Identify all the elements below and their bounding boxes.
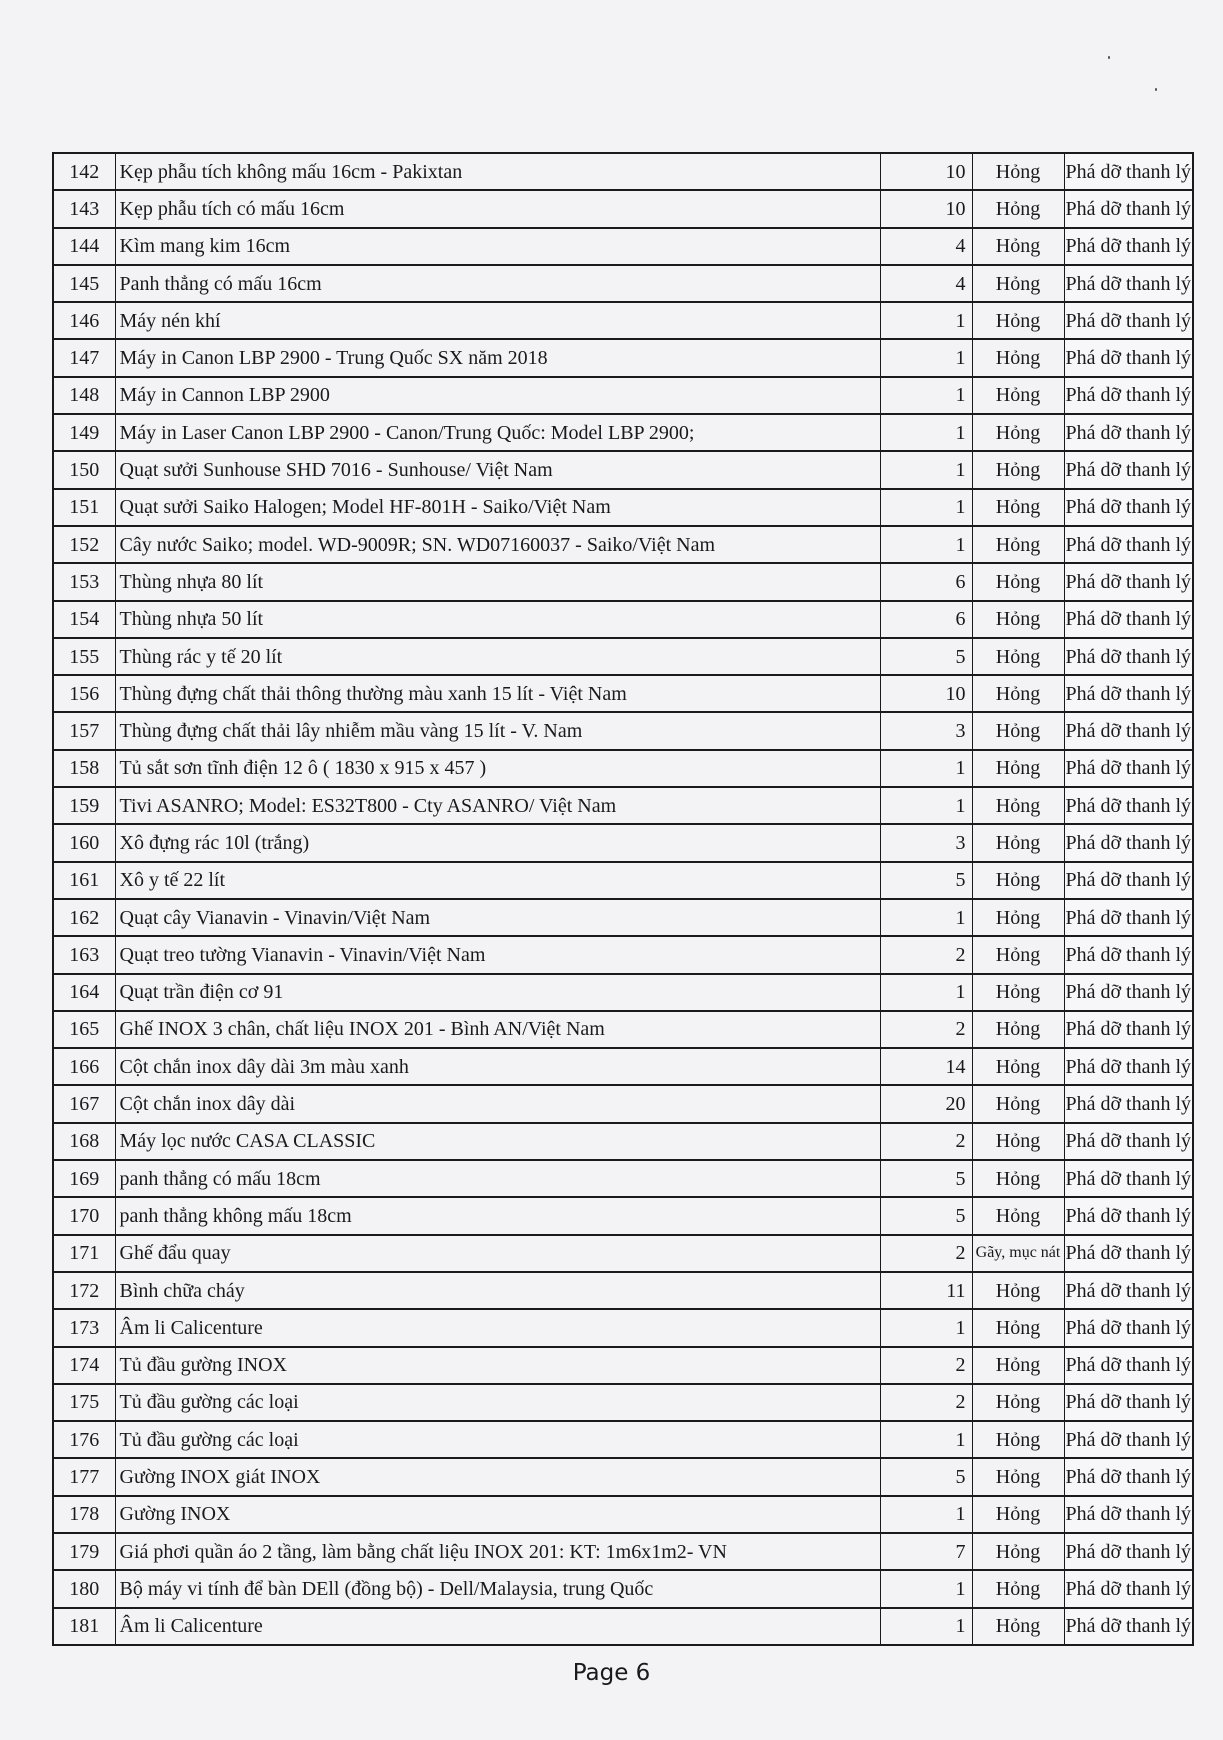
item-quantity: 3 bbox=[880, 712, 972, 749]
table-row bbox=[53, 1197, 1193, 1234]
row-number: 169 bbox=[53, 1160, 115, 1197]
item-quantity: 6 bbox=[880, 601, 972, 638]
page-number: Page 6 bbox=[572, 1660, 651, 1686]
item-quantity: 2 bbox=[880, 1123, 972, 1160]
item-action: Phá dỡ thanh lý bbox=[1064, 190, 1193, 227]
item-quantity: 5 bbox=[880, 1160, 972, 1197]
table-row bbox=[53, 1011, 1193, 1048]
item-name: Tủ đầu gường INOX bbox=[115, 1347, 880, 1384]
item-action: Phá dỡ thanh lý bbox=[1064, 1011, 1193, 1048]
item-action: Phá dỡ thanh lý bbox=[1064, 862, 1193, 899]
table-row bbox=[53, 190, 1193, 227]
row-number: 142 bbox=[53, 153, 115, 190]
table-row bbox=[53, 1384, 1193, 1421]
row-number: 158 bbox=[53, 750, 115, 787]
scan-speck bbox=[1155, 88, 1157, 91]
table-row bbox=[53, 824, 1193, 861]
row-number: 161 bbox=[53, 862, 115, 899]
row-number: 146 bbox=[53, 302, 115, 339]
row-number: 143 bbox=[53, 190, 115, 227]
table-row bbox=[53, 414, 1193, 451]
item-status: Hỏng bbox=[972, 824, 1064, 861]
item-name: Tivi ASANRO; Model: ES32T800 - Cty ASANRO/ Việt Nam bbox=[115, 787, 880, 824]
item-action: Phá dỡ thanh lý bbox=[1064, 1272, 1193, 1309]
table-row bbox=[53, 377, 1193, 414]
row-number: 152 bbox=[53, 526, 115, 563]
item-quantity: 2 bbox=[880, 1235, 972, 1272]
item-name: panh thẳng có mấu 18cm bbox=[115, 1160, 880, 1197]
table-row bbox=[53, 1048, 1193, 1085]
item-status: Hỏng bbox=[972, 1608, 1064, 1645]
item-name: Ghế đẩu quay bbox=[115, 1235, 880, 1272]
item-action: Phá dỡ thanh lý bbox=[1064, 377, 1193, 414]
item-status: Hỏng bbox=[972, 1048, 1064, 1085]
item-action: Phá dỡ thanh lý bbox=[1064, 936, 1193, 973]
item-status: Hỏng bbox=[972, 265, 1064, 302]
table-row bbox=[53, 1496, 1193, 1533]
item-quantity: 2 bbox=[880, 1011, 972, 1048]
item-quantity: 1 bbox=[880, 750, 972, 787]
item-status: Hỏng bbox=[972, 899, 1064, 936]
item-quantity: 1 bbox=[880, 1496, 972, 1533]
row-number: 180 bbox=[53, 1570, 115, 1607]
item-name: Thùng rác y tế 20 lít bbox=[115, 638, 880, 675]
item-quantity: 1 bbox=[880, 414, 972, 451]
item-action: Phá dỡ thanh lý bbox=[1064, 526, 1193, 563]
item-quantity: 5 bbox=[880, 1197, 972, 1234]
item-action: Phá dỡ thanh lý bbox=[1064, 601, 1193, 638]
item-quantity: 1 bbox=[880, 339, 972, 376]
item-action: Phá dỡ thanh lý bbox=[1064, 824, 1193, 861]
table-row bbox=[53, 1272, 1193, 1309]
item-name: Thùng nhựa 80 lít bbox=[115, 563, 880, 600]
item-quantity: 2 bbox=[880, 1347, 972, 1384]
item-action: Phá dỡ thanh lý bbox=[1064, 750, 1193, 787]
table-row bbox=[53, 451, 1193, 488]
row-number: 153 bbox=[53, 563, 115, 600]
table-row bbox=[53, 153, 1193, 190]
item-status: Gãy, mục nát bbox=[972, 1235, 1064, 1272]
row-number: 150 bbox=[53, 451, 115, 488]
item-quantity: 10 bbox=[880, 190, 972, 227]
item-action: Phá dỡ thanh lý bbox=[1064, 451, 1193, 488]
item-name: Máy lọc nước CASA CLASSIC bbox=[115, 1123, 880, 1160]
item-status: Hỏng bbox=[972, 339, 1064, 376]
table-row bbox=[53, 1123, 1193, 1160]
item-status: Hỏng bbox=[972, 526, 1064, 563]
item-quantity: 11 bbox=[880, 1272, 972, 1309]
item-status: Hỏng bbox=[972, 1533, 1064, 1570]
item-action: Phá dỡ thanh lý bbox=[1064, 1309, 1193, 1346]
item-action: Phá dỡ thanh lý bbox=[1064, 1235, 1193, 1272]
row-number: 167 bbox=[53, 1085, 115, 1122]
table-row bbox=[53, 601, 1193, 638]
item-action: Phá dỡ thanh lý bbox=[1064, 1458, 1193, 1495]
item-action: Phá dỡ thanh lý bbox=[1064, 1496, 1193, 1533]
item-status: Hỏng bbox=[972, 787, 1064, 824]
item-action: Phá dỡ thanh lý bbox=[1064, 228, 1193, 265]
item-status: Hỏng bbox=[972, 974, 1064, 1011]
item-name: Máy in Canon LBP 2900 - Trung Quốc SX năm 2018 bbox=[115, 339, 880, 376]
item-status: Hỏng bbox=[972, 228, 1064, 265]
item-name: Cây nước Saiko; model. WD-9009R; SN. WD07160037 - Saiko/Việt Nam bbox=[115, 526, 880, 563]
item-name: Bình chữa cháy bbox=[115, 1272, 880, 1309]
table-row bbox=[53, 228, 1193, 265]
item-action: Phá dỡ thanh lý bbox=[1064, 153, 1193, 190]
item-action: Phá dỡ thanh lý bbox=[1064, 1197, 1193, 1234]
item-name: Âm li Calicenture bbox=[115, 1608, 880, 1645]
row-number: 175 bbox=[53, 1384, 115, 1421]
inventory-table bbox=[52, 152, 1194, 1646]
item-status: Hỏng bbox=[972, 1085, 1064, 1122]
table-row bbox=[53, 563, 1193, 600]
item-quantity: 10 bbox=[880, 675, 972, 712]
item-action: Phá dỡ thanh lý bbox=[1064, 1608, 1193, 1645]
item-name: Ghế INOX 3 chân, chất liệu INOX 201 - Bình AN/Việt Nam bbox=[115, 1011, 880, 1048]
item-name: Tủ sắt sơn tĩnh điện 12 ô ( 1830 x 915 x 457 ) bbox=[115, 750, 880, 787]
item-quantity: 1 bbox=[880, 1570, 972, 1607]
item-action: Phá dỡ thanh lý bbox=[1064, 414, 1193, 451]
row-number: 151 bbox=[53, 489, 115, 526]
item-action: Phá dỡ thanh lý bbox=[1064, 1048, 1193, 1085]
item-status: Hỏng bbox=[972, 190, 1064, 227]
table-row bbox=[53, 675, 1193, 712]
row-number: 176 bbox=[53, 1421, 115, 1458]
item-name: Quạt sưởi Sunhouse SHD 7016 - Sunhouse/ Việt Nam bbox=[115, 451, 880, 488]
table-row bbox=[53, 974, 1193, 1011]
row-number: 178 bbox=[53, 1496, 115, 1533]
row-number: 168 bbox=[53, 1123, 115, 1160]
item-status: Hỏng bbox=[972, 1160, 1064, 1197]
item-status: Hỏng bbox=[972, 1123, 1064, 1160]
item-name: Máy in Cannon LBP 2900 bbox=[115, 377, 880, 414]
item-quantity: 5 bbox=[880, 862, 972, 899]
table-row bbox=[53, 1235, 1193, 1272]
item-status: Hỏng bbox=[972, 1011, 1064, 1048]
item-name: Máy in Laser Canon LBP 2900 - Canon/Trung Quốc: Model LBP 2900; bbox=[115, 414, 880, 451]
item-status: Hỏng bbox=[972, 489, 1064, 526]
item-quantity: 7 bbox=[880, 1533, 972, 1570]
table-row bbox=[53, 339, 1193, 376]
table-row bbox=[53, 936, 1193, 973]
item-action: Phá dỡ thanh lý bbox=[1064, 302, 1193, 339]
item-status: Hỏng bbox=[972, 1421, 1064, 1458]
scan-speck bbox=[1108, 56, 1110, 59]
item-quantity: 3 bbox=[880, 824, 972, 861]
item-quantity: 10 bbox=[880, 153, 972, 190]
row-number: 162 bbox=[53, 899, 115, 936]
item-quantity: 2 bbox=[880, 1384, 972, 1421]
row-number: 170 bbox=[53, 1197, 115, 1234]
row-number: 148 bbox=[53, 377, 115, 414]
item-action: Phá dỡ thanh lý bbox=[1064, 1085, 1193, 1122]
item-status: Hỏng bbox=[972, 675, 1064, 712]
table-row bbox=[53, 1309, 1193, 1346]
item-status: Hỏng bbox=[972, 1496, 1064, 1533]
item-action: Phá dỡ thanh lý bbox=[1064, 339, 1193, 376]
item-name: Gường INOX bbox=[115, 1496, 880, 1533]
item-name: Quạt sưởi Saiko Halogen; Model HF-801H - Saiko/Việt Nam bbox=[115, 489, 880, 526]
item-name: Xô đựng rác 10l (trắng) bbox=[115, 824, 880, 861]
item-action: Phá dỡ thanh lý bbox=[1064, 1384, 1193, 1421]
item-name: Tủ đầu gường các loại bbox=[115, 1421, 880, 1458]
item-status: Hỏng bbox=[972, 1197, 1064, 1234]
item-name: Xô y tế 22 lít bbox=[115, 862, 880, 899]
item-name: Cột chắn inox dây dài 3m màu xanh bbox=[115, 1048, 880, 1085]
item-quantity: 1 bbox=[880, 1309, 972, 1346]
item-quantity: 5 bbox=[880, 638, 972, 675]
row-number: 172 bbox=[53, 1272, 115, 1309]
inventory-sheet bbox=[52, 152, 1192, 1646]
item-status: Hỏng bbox=[972, 712, 1064, 749]
table-row bbox=[53, 1347, 1193, 1384]
item-name: Âm li Calicenture bbox=[115, 1309, 880, 1346]
row-number: 174 bbox=[53, 1347, 115, 1384]
item-name: Giá phơi quần áo 2 tầng, làm bằng chất liệu INOX 201: KT: 1m6x1m2- VN bbox=[115, 1533, 880, 1570]
item-quantity: 6 bbox=[880, 563, 972, 600]
item-status: Hỏng bbox=[972, 1458, 1064, 1495]
item-name: Bộ máy vi tính để bàn DEll (đồng bộ) - Dell/Malaysia, trung Quốc bbox=[115, 1570, 880, 1607]
row-number: 160 bbox=[53, 824, 115, 861]
row-number: 147 bbox=[53, 339, 115, 376]
row-number: 177 bbox=[53, 1458, 115, 1495]
row-number: 159 bbox=[53, 787, 115, 824]
table-row bbox=[53, 1570, 1193, 1607]
item-name: Thùng đựng chất thải thông thường màu xanh 15 lít - Việt Nam bbox=[115, 675, 880, 712]
item-action: Phá dỡ thanh lý bbox=[1064, 1347, 1193, 1384]
row-number: 171 bbox=[53, 1235, 115, 1272]
item-quantity: 4 bbox=[880, 265, 972, 302]
item-name: Kẹp phẫu tích không mấu 16cm - Pakixtan bbox=[115, 153, 880, 190]
table-row bbox=[53, 862, 1193, 899]
item-name: Gường INOX giát INOX bbox=[115, 1458, 880, 1495]
item-quantity: 1 bbox=[880, 489, 972, 526]
item-quantity: 1 bbox=[880, 451, 972, 488]
item-status: Hỏng bbox=[972, 1272, 1064, 1309]
item-quantity: 1 bbox=[880, 302, 972, 339]
item-quantity: 1 bbox=[880, 787, 972, 824]
item-name: Kìm mang kim 16cm bbox=[115, 228, 880, 265]
item-name: Quạt cây Vianavin - Vinavin/Việt Nam bbox=[115, 899, 880, 936]
item-action: Phá dỡ thanh lý bbox=[1064, 1421, 1193, 1458]
item-quantity: 4 bbox=[880, 228, 972, 265]
row-number: 179 bbox=[53, 1533, 115, 1570]
item-action: Phá dỡ thanh lý bbox=[1064, 675, 1193, 712]
item-action: Phá dỡ thanh lý bbox=[1064, 1123, 1193, 1160]
table-row bbox=[53, 787, 1193, 824]
item-status: Hỏng bbox=[972, 750, 1064, 787]
item-action: Phá dỡ thanh lý bbox=[1064, 899, 1193, 936]
row-number: 181 bbox=[53, 1608, 115, 1645]
item-status: Hỏng bbox=[972, 1347, 1064, 1384]
item-quantity: 1 bbox=[880, 974, 972, 1011]
item-name: Quạt trần điện cơ 91 bbox=[115, 974, 880, 1011]
item-action: Phá dỡ thanh lý bbox=[1064, 265, 1193, 302]
item-name: Kẹp phẫu tích có mấu 16cm bbox=[115, 190, 880, 227]
item-name: Thùng nhựa 50 lít bbox=[115, 601, 880, 638]
table-row bbox=[53, 638, 1193, 675]
item-quantity: 20 bbox=[880, 1085, 972, 1122]
item-quantity: 1 bbox=[880, 1421, 972, 1458]
item-quantity: 5 bbox=[880, 1458, 972, 1495]
item-quantity: 14 bbox=[880, 1048, 972, 1085]
row-number: 154 bbox=[53, 601, 115, 638]
item-name: Máy nén khí bbox=[115, 302, 880, 339]
item-name: Panh thẳng có mấu 16cm bbox=[115, 265, 880, 302]
item-action: Phá dỡ thanh lý bbox=[1064, 787, 1193, 824]
table-row bbox=[53, 1160, 1193, 1197]
item-name: Quạt treo tường Vianavin - Vinavin/Việt Nam bbox=[115, 936, 880, 973]
item-status: Hỏng bbox=[972, 302, 1064, 339]
item-name: Cột chắn inox dây dài bbox=[115, 1085, 880, 1122]
table-row bbox=[53, 1533, 1193, 1570]
item-status: Hỏng bbox=[972, 451, 1064, 488]
item-action: Phá dỡ thanh lý bbox=[1064, 489, 1193, 526]
table-row bbox=[53, 1458, 1193, 1495]
item-quantity: 1 bbox=[880, 1608, 972, 1645]
item-name: Thùng đựng chất thải lây nhiễm mầu vàng 15 lít - V. Nam bbox=[115, 712, 880, 749]
item-action: Phá dỡ thanh lý bbox=[1064, 1160, 1193, 1197]
table-row bbox=[53, 1421, 1193, 1458]
item-quantity: 1 bbox=[880, 377, 972, 414]
item-status: Hỏng bbox=[972, 862, 1064, 899]
row-number: 163 bbox=[53, 936, 115, 973]
row-number: 165 bbox=[53, 1011, 115, 1048]
item-quantity: 1 bbox=[880, 526, 972, 563]
item-action: Phá dỡ thanh lý bbox=[1064, 1533, 1193, 1570]
table-row bbox=[53, 712, 1193, 749]
row-number: 144 bbox=[53, 228, 115, 265]
row-number: 155 bbox=[53, 638, 115, 675]
table-row bbox=[53, 750, 1193, 787]
row-number: 145 bbox=[53, 265, 115, 302]
row-number: 156 bbox=[53, 675, 115, 712]
table-row bbox=[53, 1608, 1193, 1645]
item-status: Hỏng bbox=[972, 1570, 1064, 1607]
item-quantity: 2 bbox=[880, 936, 972, 973]
item-status: Hỏng bbox=[972, 414, 1064, 451]
table-row bbox=[53, 899, 1193, 936]
item-status: Hỏng bbox=[972, 153, 1064, 190]
item-quantity: 1 bbox=[880, 899, 972, 936]
inventory-table-body bbox=[53, 153, 1193, 1645]
item-status: Hỏng bbox=[972, 638, 1064, 675]
item-name: Tủ đầu gường các loại bbox=[115, 1384, 880, 1421]
item-action: Phá dỡ thanh lý bbox=[1064, 638, 1193, 675]
table-row bbox=[53, 265, 1193, 302]
row-number: 173 bbox=[53, 1309, 115, 1346]
item-action: Phá dỡ thanh lý bbox=[1064, 1570, 1193, 1607]
table-row bbox=[53, 1085, 1193, 1122]
item-status: Hỏng bbox=[972, 1384, 1064, 1421]
row-number: 157 bbox=[53, 712, 115, 749]
table-row bbox=[53, 302, 1193, 339]
row-number: 164 bbox=[53, 974, 115, 1011]
row-number: 166 bbox=[53, 1048, 115, 1085]
item-action: Phá dỡ thanh lý bbox=[1064, 563, 1193, 600]
item-status: Hỏng bbox=[972, 601, 1064, 638]
item-status: Hỏng bbox=[972, 936, 1064, 973]
row-number: 149 bbox=[53, 414, 115, 451]
item-action: Phá dỡ thanh lý bbox=[1064, 712, 1193, 749]
item-status: Hỏng bbox=[972, 563, 1064, 600]
item-name: panh thẳng không mấu 18cm bbox=[115, 1197, 880, 1234]
item-status: Hỏng bbox=[972, 377, 1064, 414]
table-row bbox=[53, 489, 1193, 526]
table-row bbox=[53, 526, 1193, 563]
item-action: Phá dỡ thanh lý bbox=[1064, 974, 1193, 1011]
item-status: Hỏng bbox=[972, 1309, 1064, 1346]
